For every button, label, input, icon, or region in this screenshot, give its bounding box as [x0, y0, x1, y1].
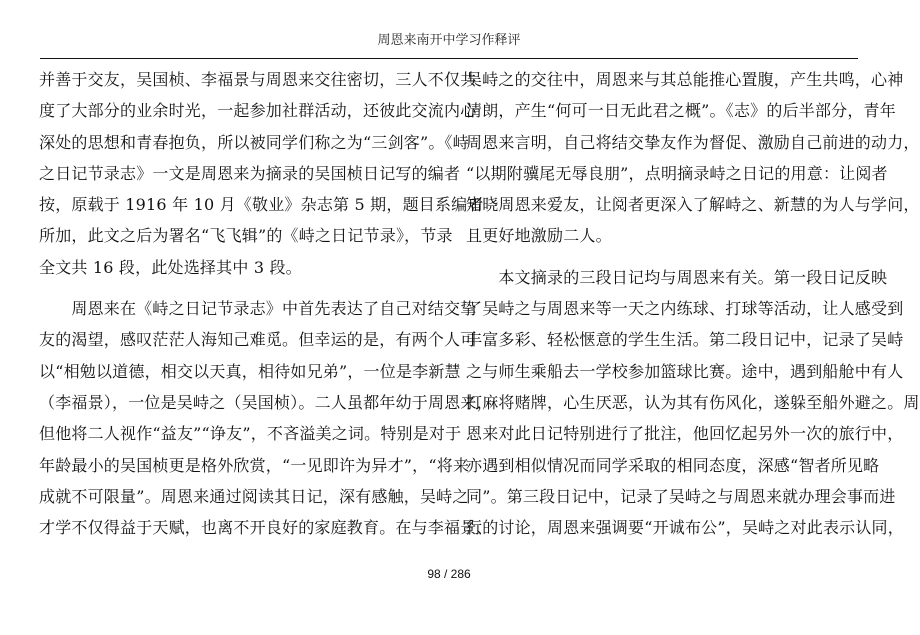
right-text-line: 本文摘录的三段日记均与周恩来有关。第一段日记反映 — [466, 267, 888, 287]
left-text-line: 度了大部分的业余时光，一起参加社群活动，还彼此交流内心 — [39, 101, 477, 121]
left-text-line: 深处的思想和青春抱负，所以被同学们称之为“三剑客”。《峙 — [39, 132, 469, 152]
left-text-line: （李福景），一位是吴峙之（吴国桢）。二人虽都年幼于周恩来， — [39, 392, 493, 412]
left-text-line: 按，原载于 1916 年 10 月《敬业》杂志第 5 期，题目系编者 — [39, 195, 484, 215]
right-text-column — [466, 64, 920, 543]
right-text-line: 知晓周恩来爱友，让阅者更深入了解峙之、新慧的为人与学问， — [466, 195, 920, 215]
page-number: 98 / 286 — [427, 567, 471, 581]
page-header-title: 周恩来南开中学习作释评 — [377, 33, 521, 48]
left-text-line: 才学不仅得益于天赋，也离不开良好的家庭教育。在与李福景、 — [39, 518, 493, 538]
left-text-line: 以“相勉以道德，相交以天真，相待如兄弟”，一位是李新慧 — [39, 361, 461, 381]
left-text-line: 并善于交友，吴国桢、李福景与周恩来交往密切，三人不仅共 — [39, 70, 477, 89]
right-text-line: “以期附骥尾无辱良朋”，点明摘录峙之日记的用意：让阅者 — [466, 163, 888, 183]
right-text-line: 同”。第三段日记中，记录了吴峙之与周恩来就办理会事而进 — [466, 486, 896, 506]
left-text-column — [39, 64, 493, 543]
right-text-line: 吴峙之的交往中，周恩来与其总能推心置腹，产生共鸣，心神 — [466, 70, 904, 89]
left-text-line: 所加，此文之后为署名“飞飞辑”的《峙之日记节录》，节录 — [39, 226, 453, 246]
right-text-line: 且更好地激励二人。 — [466, 226, 612, 246]
right-text-line: 之与师生乘船去一学校参加篮球比赛。途中，遇到船舱中有人 — [466, 361, 904, 381]
right-text-line: 行的讨论，周恩来强调要“开诚布公”，吴峙之对此表示认同， — [466, 518, 904, 538]
right-text-line: 恩来对此日记特别进行了批注，他回忆起另外一次的旅行中， — [466, 424, 904, 444]
right-text-line: 清朗，产生“何可一日无此君之概”。《志》的后半部分，青年 — [466, 101, 896, 121]
left-text-line: 全文共 16 段，此处选择其中 3 段。 — [39, 257, 302, 277]
left-text-line: 友的渴望，感叹茫茫人海知己难觅。但幸运的是，有两个人可 — [39, 330, 477, 350]
right-text-line: 丰富多彩、轻松惬意的学生生活。第二段日记中，记录了吴峙 — [466, 330, 904, 350]
left-text-line: 周恩来在《峙之日记节录志》中首先表达了自己对结交挚 — [39, 299, 477, 319]
left-text-line: 成就不可限量”。周恩来通过阅读其日记，深有感触，吴峙之 — [39, 486, 469, 506]
header-divider — [40, 58, 858, 59]
right-text-line: 打麻将赌牌，心生厌恶，认为其有伤风化，遂躲至船外避之。周 — [466, 392, 920, 412]
left-text-line: 但他将二人视作“益友”“诤友”，不吝溢美之词。特别是对于 — [39, 424, 462, 444]
right-text-line: 亦遇到相似情况而同学采取的相同态度，深感“智者所见略 — [466, 455, 880, 475]
right-text-line: 周恩来言明，自己将结交挚友作为督促、激励自己前进的动力， — [466, 132, 920, 152]
left-paragraph-gap — [39, 283, 447, 293]
right-text-line: 了吴峙之与周恩来等一天之内练球、打球等活动，让人感受到 — [466, 299, 904, 319]
left-text-line: 之日记节录志》一文是周恩来为摘录的吴国桢日记写的编者 — [39, 163, 461, 183]
right-paragraph-gap — [466, 252, 874, 262]
left-text-line: 年龄最小的吴国桢更是格外欣赏，“一见即许为异才”，“将来 — [39, 455, 470, 475]
